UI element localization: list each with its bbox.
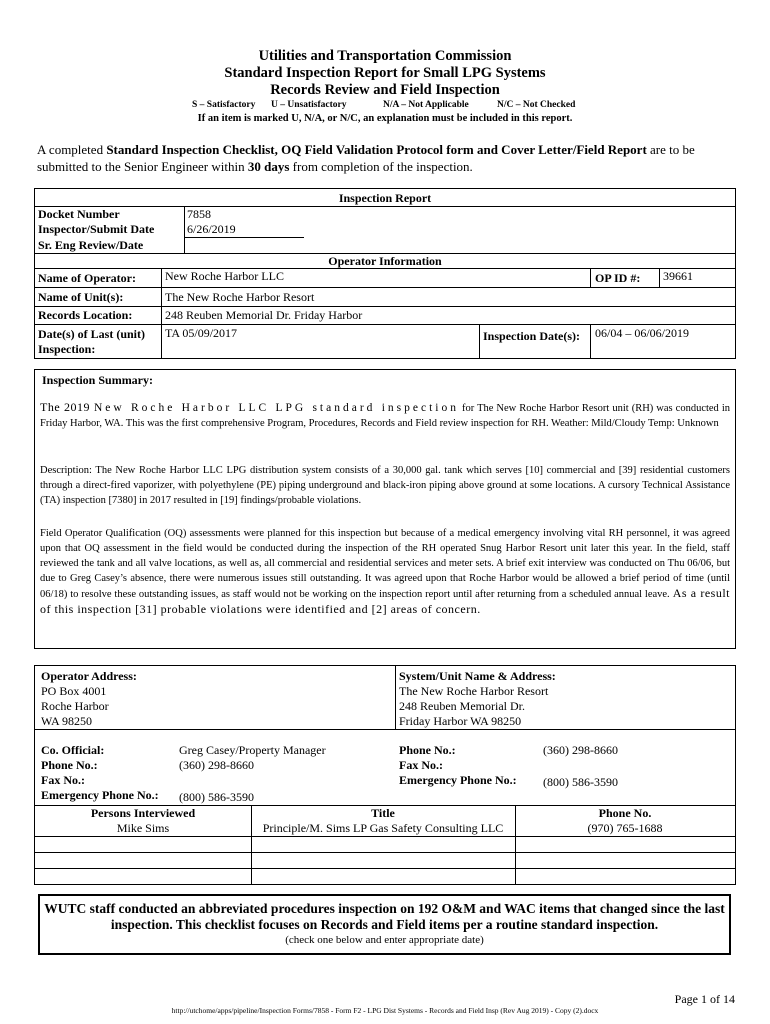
contact-table	[34, 665, 736, 885]
notice-text: WUTC staff conducted an abbreviated procedures inspection on 192 O&M and WAC items that changed since the last inspection. This checklist focuses on Records and Field items per a routine standard inspection.	[44, 901, 725, 932]
summary-paragraph-3	[40, 526, 730, 618]
header-line-1: Utilities and Transportation Commission	[258, 48, 512, 64]
last-inspection-value: TA 05/09/2017	[165, 326, 238, 340]
system-address-line-2: 248 Reuben Memorial Dr.	[399, 699, 525, 713]
header-line-2: Standard Inspection Report for Small LPG Systems	[224, 65, 546, 81]
title-header: Title	[371, 806, 395, 820]
notice-instruction: (check one below and enter appropriate date)	[285, 934, 484, 946]
abbreviated-inspection-notice	[38, 894, 731, 955]
review-date-label: Sr. Eng Review/Date	[38, 238, 144, 252]
persons-interviewed-header: Persons Interviewed	[90, 806, 196, 820]
summary-p3-result: As a result of this inspection [31] probable violations were identified and [2] areas of concern.	[40, 586, 730, 616]
submit-date-value: 6/26/2019	[187, 222, 236, 236]
header-line-3: Records Review and Field Inspection	[270, 82, 500, 98]
intro-bold-1: Standard Inspection Checklist, OQ Field Validation Protocol form and Cover Letter/Field Report	[106, 142, 647, 157]
operator-info-title: Operator Information	[328, 254, 442, 268]
inspection-dates-value: 06/04 – 06/06/2019	[595, 326, 690, 340]
explanation-note: If an item is marked U, N/A, or N/C, an explanation must be included in this report.	[197, 113, 573, 124]
page-number: Page 1 of 14	[674, 992, 735, 1006]
records-location-value: 248 Reuben Memorial Dr. Friday Harbor	[165, 308, 363, 322]
right-phone-value: (360) 298-8660	[543, 743, 618, 757]
co-official-label: Co. Official:	[41, 743, 105, 757]
summary-p1-spaced: New Roche Harbor LLC LPG standard inspection	[93, 402, 459, 414]
records-location-label: Records Location:	[38, 308, 133, 322]
inspection-report-table	[34, 188, 736, 359]
system-address-line-3: Friday Harbor WA 98250	[399, 714, 522, 728]
summary-p3-text: Field Operator Qualification (OQ) assessments were planned for this inspection but because of a medical emergency involving vital RH personnel, it was agreed upon that OQ assessment in the field would be conducted during the inspection of the RH operated Snug Harbor Resort unit later this year. In the field, staff reviewed the tank and all valve locations, as well as, all commercial and residential services and meter sets. A brief exit interview was conducted on Thu 06/06, but due to Greg Casey’s absence, there were numerous issues still outstanding. It was agreed upon that Roche Harbor would be allowed a brief period of time (until 06/18) to resolve these outstanding issues, as staff would not be working on the inspection report until after returning from a scheduled annual leave.	[40, 528, 730, 600]
right-emergency-value: (800) 586-3590	[543, 775, 618, 789]
intro-paragraph	[37, 141, 737, 175]
operator-address-label: Operator Address:	[41, 669, 137, 683]
intro-text-2: are to be submitted to the Senior Engineer within	[37, 142, 695, 174]
docket-label: Docket Number	[38, 207, 120, 221]
legend-unsatisfactory: U – Unsatisfactory	[271, 100, 347, 110]
emergency-phone-label: Emergency Phone No.:	[41, 788, 159, 802]
report-header	[0, 48, 770, 99]
operator-name-value: New Roche Harbor LLC	[165, 269, 284, 283]
emergency-phone-value: (800) 586-3590	[179, 790, 254, 804]
system-address-label: System/Unit Name & Address:	[399, 669, 556, 683]
phone-label: Phone No.:	[41, 758, 98, 772]
right-phone-label: Phone No.:	[399, 743, 456, 757]
intro-bold-2: 30 days	[247, 159, 290, 174]
intro-text-3: from completion of the inspection.	[289, 159, 473, 174]
unit-name-label: Name of Unit(s):	[38, 290, 124, 304]
phone-value: (360) 298-8660	[179, 758, 254, 772]
op-id-value: 39661	[663, 269, 693, 283]
legend-not-applicable: N/A – Not Applicable	[383, 100, 469, 110]
phone-column-header: Phone No.	[598, 806, 652, 820]
inspection-report-title: Inspection Report	[338, 191, 432, 205]
summary-paragraph-2: Description: The New Roche Harbor LLC LPG distribution system consists of a 30,000 gal. tank which serves [10] commercial and [39] residential customers through a direct-fired vaporizer, with polyethylene (PE) piping underground and black-iron piping above ground at some locations. A cursory Technical Assistance (TA) inspection [7380] in 2017 resulted in [19] findings/probable violations.	[40, 465, 730, 506]
summary-paragraph-1	[40, 400, 730, 431]
last-inspection-label-1: Date(s) of Last (unit)	[38, 327, 145, 341]
operator-address-line-1: PO Box 4001	[41, 684, 107, 698]
person-1-phone: (970) 765-1688	[587, 821, 663, 835]
unit-name-value: The New Roche Harbor Resort	[165, 290, 315, 304]
right-fax-label: Fax No.:	[399, 758, 443, 772]
operator-address-line-3: WA 98250	[41, 714, 92, 728]
op-id-label: OP ID #:	[595, 271, 641, 285]
inspection-dates-label: Inspection Date(s):	[483, 329, 580, 343]
legend-satisfactory: S – Satisfactory	[192, 100, 256, 110]
submit-date-label: Inspector/Submit Date	[38, 222, 155, 236]
summary-p1-rest: for The New Roche Harbor Resort unit (RH) was conducted in Friday Harbor, WA. This was the first comprehensive Program, Procedures, Records and Field review inspection for RH. Weather: Mild/Cloudy Temp: Unknown	[40, 403, 730, 429]
operator-name-label: Name of Operator:	[38, 271, 136, 285]
system-address-line-1: The New Roche Harbor Resort	[399, 684, 549, 698]
fax-label: Fax No.:	[41, 773, 85, 787]
summary-p1-start: The 2019	[40, 400, 94, 414]
intro-text-1: A completed	[37, 142, 107, 157]
inspection-summary-title: Inspection Summary:	[42, 373, 154, 387]
file-path: http://utchome/apps/pipeline/Inspection Forms/7858 - Form F2 - LPG Dist Systems - Records and Field Insp (Rev Aug 2019) - Copy (2).docx	[171, 1006, 599, 1015]
operator-address-line-2: Roche Harbor	[41, 699, 109, 713]
last-inspection-label-2: Inspection:	[38, 342, 96, 356]
person-1-title: Principle/M. Sims LP Gas Safety Consulting LLC	[262, 821, 504, 835]
docket-value: 7858	[187, 207, 211, 221]
legend-not-checked: N/C – Not Checked	[497, 100, 576, 110]
person-1-name: Mike Sims	[116, 821, 170, 835]
right-emergency-label: Emergency Phone No.:	[399, 773, 517, 787]
co-official-value: Greg Casey/Property Manager	[179, 743, 326, 757]
